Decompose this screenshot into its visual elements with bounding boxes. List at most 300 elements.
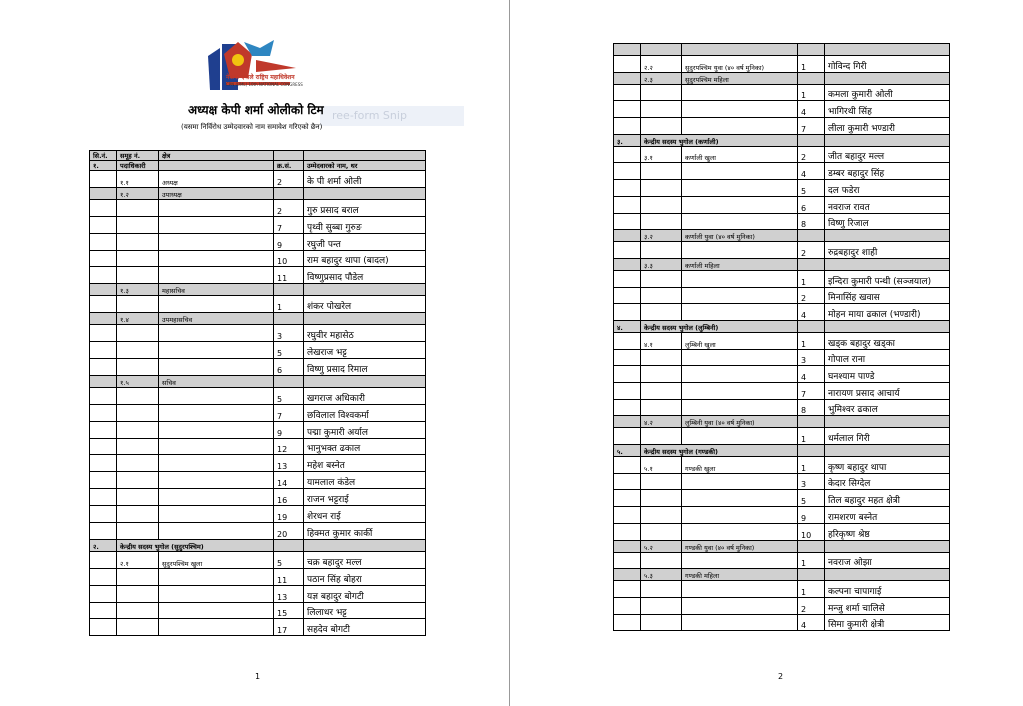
area-cell	[682, 490, 798, 507]
rank-cell: 1	[798, 56, 825, 73]
area-cell	[682, 196, 798, 213]
table-row	[614, 507, 950, 524]
candidate-name-cell	[825, 72, 950, 84]
group-number-cell	[641, 552, 682, 569]
table-row	[614, 304, 950, 321]
serial-cell	[614, 180, 641, 197]
candidate-name-cell	[304, 375, 426, 387]
area-cell	[682, 180, 798, 197]
group-number-cell: ५.३	[641, 569, 682, 581]
group-number-cell	[641, 213, 682, 230]
rank-cell	[274, 187, 304, 199]
serial-cell	[90, 313, 117, 325]
serial-cell	[614, 258, 641, 270]
group-row	[614, 44, 950, 56]
area-cell: सचिव	[159, 375, 274, 387]
candidate-name-cell: पृथ्वी सुब्बा गुरुङ	[304, 216, 426, 233]
group-number-cell	[641, 180, 682, 197]
rank-cell: 5	[798, 180, 825, 197]
serial-cell	[90, 250, 117, 267]
rank-cell	[274, 375, 304, 387]
candidate-name-cell: सिमा कुमारी क्षेत्री	[825, 614, 950, 631]
group-number-cell	[117, 489, 159, 506]
group-number-cell	[117, 619, 159, 636]
rank-cell	[798, 230, 825, 242]
header-cell: १.	[90, 161, 117, 171]
group-number-cell	[117, 523, 159, 540]
serial-cell	[614, 540, 641, 552]
group-number-cell: २.२	[641, 56, 682, 73]
rank-cell	[798, 540, 825, 552]
rank-cell: 19	[274, 506, 304, 523]
group-number-cell	[117, 585, 159, 602]
rank-cell: 3	[798, 349, 825, 366]
serial-cell	[614, 56, 641, 73]
serial-cell	[614, 196, 641, 213]
table-row	[90, 619, 426, 636]
table-row	[90, 171, 426, 188]
header-cell: समूह नं.	[117, 151, 159, 161]
rank-cell: 3	[798, 473, 825, 490]
rank-cell: 2	[798, 146, 825, 163]
group-row	[614, 569, 950, 581]
section-row	[614, 445, 950, 457]
table-row	[614, 242, 950, 259]
area-cell: महासचिव	[159, 284, 274, 296]
rank-cell: 2	[798, 287, 825, 304]
candidate-name-cell: शंकर पोखरेल	[304, 296, 426, 313]
group-number-cell	[117, 506, 159, 523]
rank-cell: 15	[274, 602, 304, 619]
table-row	[614, 84, 950, 101]
candidate-name-cell: छविलाल विश्वकर्मा	[304, 404, 426, 421]
candidate-name-cell: भुमिश्वर ढकाल	[825, 399, 950, 416]
group-number-cell	[641, 399, 682, 416]
candidate-name-cell: भागिरथी सिंह	[825, 101, 950, 118]
candidate-name-cell: गोपाल राना	[825, 349, 950, 366]
logo-caption: नेकपा एमाले राष्ट्रिय महाधिवेशन	[226, 74, 295, 81]
candidate-name-cell: कृष्ण बहादुर थापा	[825, 457, 950, 474]
header-cell: क्षेत्र	[159, 151, 274, 161]
group-number-cell	[641, 383, 682, 400]
candidate-name-cell	[825, 320, 950, 332]
group-row	[614, 230, 950, 242]
serial-cell	[90, 387, 117, 404]
rank-cell	[798, 72, 825, 84]
table-row	[614, 56, 950, 73]
rank-cell: 1	[798, 457, 825, 474]
group-number-cell	[641, 163, 682, 180]
serial-cell	[614, 304, 641, 321]
rank-cell: 4	[798, 366, 825, 383]
serial-cell	[614, 242, 641, 259]
candidate-name-cell: मन्जु शर्मा चालिसे	[825, 597, 950, 614]
table-row	[90, 472, 426, 489]
area-cell	[159, 404, 274, 421]
group-number-cell	[641, 349, 682, 366]
area-cell	[159, 342, 274, 359]
table-row	[90, 455, 426, 472]
candidate-name-cell: कमला कुमारी ओली	[825, 84, 950, 101]
serial-cell	[90, 342, 117, 359]
rank-cell: 13	[274, 585, 304, 602]
group-number-cell	[117, 404, 159, 421]
group-number-cell: २.१	[117, 551, 159, 568]
header-cell: पदाधिकारी	[117, 161, 159, 171]
area-cell: उपाध्यक्ष	[159, 187, 274, 199]
table-row	[90, 421, 426, 438]
area-cell: उपमहासचिव	[159, 313, 274, 325]
candidate-name-cell: पठान सिंह बोहरा	[304, 568, 426, 585]
table-row	[614, 490, 950, 507]
header-cell	[159, 161, 274, 171]
rank-cell: 17	[274, 619, 304, 636]
area-cell	[159, 523, 274, 540]
rank-cell: 7	[798, 383, 825, 400]
table-row	[614, 473, 950, 490]
group-number-cell: ३.२	[641, 230, 682, 242]
serial-cell	[614, 230, 641, 242]
rank-cell: 6	[798, 196, 825, 213]
candidate-name-cell: नवराज ओझा	[825, 552, 950, 569]
table-row	[90, 489, 426, 506]
group-row	[90, 375, 426, 387]
serial-cell	[90, 472, 117, 489]
group-number-cell	[641, 428, 682, 445]
group-number-cell	[117, 602, 159, 619]
table-row	[614, 597, 950, 614]
candidate-name-cell	[825, 540, 950, 552]
table-row	[90, 387, 426, 404]
serial-cell	[614, 457, 641, 474]
table-row	[90, 199, 426, 216]
table-row	[90, 404, 426, 421]
group-number-cell	[641, 581, 682, 598]
table-row	[90, 523, 426, 540]
serial-cell	[614, 101, 641, 118]
table-row	[614, 213, 950, 230]
table-row	[614, 196, 950, 213]
candidate-name-cell: घनश्याम पाण्डे	[825, 366, 950, 383]
table-row	[614, 332, 950, 349]
group-number-cell	[117, 387, 159, 404]
rank-cell: 11	[274, 568, 304, 585]
area-cell: सुदुरपश्चिम युवा (४० वर्ष मुनिका)	[682, 56, 798, 73]
rank-cell	[798, 416, 825, 428]
rank-cell: 9	[274, 421, 304, 438]
table-row	[614, 349, 950, 366]
area-cell	[682, 581, 798, 598]
serial-cell	[614, 287, 641, 304]
rank-cell: 7	[274, 404, 304, 421]
serial-cell	[614, 490, 641, 507]
table-row	[614, 101, 950, 118]
candidate-name-cell: कल्पना चापागाई	[825, 581, 950, 598]
serial-cell	[90, 267, 117, 284]
rank-cell: 5	[798, 490, 825, 507]
serial-cell	[614, 146, 641, 163]
serial-cell	[90, 325, 117, 342]
group-row	[90, 313, 426, 325]
serial-cell	[90, 375, 117, 387]
area-cell	[159, 199, 274, 216]
rank-cell: 1	[798, 332, 825, 349]
area-cell	[159, 602, 274, 619]
candidate-name-cell: गोविन्द गिरी	[825, 56, 950, 73]
rank-cell	[798, 134, 825, 146]
table-row	[614, 457, 950, 474]
group-number-cell: १.४	[117, 313, 159, 325]
group-number-cell: १.३	[117, 284, 159, 296]
rank-cell: 9	[798, 507, 825, 524]
area-cell	[159, 472, 274, 489]
table-row	[90, 506, 426, 523]
serial-cell	[614, 213, 641, 230]
congress-logo	[200, 38, 316, 96]
rank-cell	[798, 569, 825, 581]
serial-cell	[614, 523, 641, 540]
area-cell: कर्णाली महिला	[682, 258, 798, 270]
group-number-cell	[117, 267, 159, 284]
group-number-cell: केन्द्रीय सदस्य भुगोल (कर्णाली)	[641, 134, 798, 146]
serial-cell	[614, 118, 641, 135]
group-row	[614, 258, 950, 270]
group-number-cell	[117, 455, 159, 472]
group-number-cell	[641, 614, 682, 631]
serial-cell	[90, 438, 117, 455]
group-number-cell	[117, 359, 159, 376]
candidate-name-cell: महेश बस्नेत	[304, 455, 426, 472]
serial-cell: २.	[90, 539, 117, 551]
rank-cell: 1	[798, 428, 825, 445]
serial-cell	[90, 233, 117, 250]
page-number: 2	[778, 672, 784, 681]
group-number-cell: १.१	[117, 171, 159, 188]
candidate-name-cell: रघुजी पन्त	[304, 233, 426, 250]
candidate-name-cell: केदार सिग्देल	[825, 473, 950, 490]
serial-cell	[90, 506, 117, 523]
serial-cell	[614, 163, 641, 180]
candidate-name-cell	[825, 134, 950, 146]
table-row	[90, 325, 426, 342]
group-row	[614, 416, 950, 428]
candidate-name-cell: गुरु प्रसाद बराल	[304, 199, 426, 216]
candidate-name-cell: धर्मलाल गिरी	[825, 428, 950, 445]
serial-cell	[90, 489, 117, 506]
group-number-cell	[117, 199, 159, 216]
group-number-cell	[117, 296, 159, 313]
serial-cell	[90, 284, 117, 296]
table-row	[614, 523, 950, 540]
group-number-cell	[117, 472, 159, 489]
rank-cell: 10	[798, 523, 825, 540]
serial-cell	[614, 44, 641, 56]
rank-cell: 20	[274, 523, 304, 540]
area-cell	[682, 213, 798, 230]
table-row	[614, 428, 950, 445]
candidate-name-cell: मिनासिंह खवास	[825, 287, 950, 304]
area-cell	[682, 287, 798, 304]
rank-cell: 16	[274, 489, 304, 506]
rank-cell	[274, 284, 304, 296]
table-row	[90, 551, 426, 568]
table-row	[614, 146, 950, 163]
area-cell	[159, 250, 274, 267]
rank-cell	[274, 313, 304, 325]
serial-cell	[90, 171, 117, 188]
serial-cell	[90, 404, 117, 421]
group-number-cell: केन्द्रीय सदस्य भुगोल (लुम्बिनी)	[641, 320, 798, 332]
candidate-name-cell: खड्क बहादुर खड्का	[825, 332, 950, 349]
serial-cell	[90, 296, 117, 313]
table-row	[90, 359, 426, 376]
area-cell: अध्यक्ष	[159, 171, 274, 188]
rank-cell	[798, 258, 825, 270]
serial-cell: ४.	[614, 320, 641, 332]
candidate-name-cell: इन्दिरा कुमारी पन्थी (सञ्जयाल)	[825, 270, 950, 287]
candidate-name-cell: रघुवीर महासेठ	[304, 325, 426, 342]
rank-cell: 1	[798, 270, 825, 287]
rank-cell: 4	[798, 163, 825, 180]
group-number-cell	[641, 597, 682, 614]
rank-cell: 2	[798, 242, 825, 259]
area-cell	[159, 216, 274, 233]
candidate-name-cell: मोहन माया ढकाल (भण्डारी)	[825, 304, 950, 321]
rank-cell: 5	[274, 551, 304, 568]
group-number-cell: केन्द्रीय सदस्य भुगोल (सुदुरपश्चिम)	[117, 539, 274, 551]
group-number-cell: ४.१	[641, 332, 682, 349]
area-cell	[159, 506, 274, 523]
group-number-cell	[117, 342, 159, 359]
rank-cell: 1	[798, 552, 825, 569]
candidate-name-cell: विष्णुप्रसाद पौडेल	[304, 267, 426, 284]
candidate-name-cell	[825, 445, 950, 457]
table-row	[614, 581, 950, 598]
area-cell	[159, 438, 274, 455]
candidate-name-cell: हिक्मत कुमार कार्की	[304, 523, 426, 540]
area-cell	[159, 387, 274, 404]
candidate-name-cell	[825, 416, 950, 428]
serial-cell	[614, 349, 641, 366]
serial-cell	[90, 359, 117, 376]
rank-cell: 7	[274, 216, 304, 233]
serial-cell	[90, 619, 117, 636]
candidate-name-cell: लेखराज भट्ट	[304, 342, 426, 359]
area-cell	[159, 568, 274, 585]
serial-cell	[90, 585, 117, 602]
serial-cell	[614, 416, 641, 428]
area-cell	[159, 585, 274, 602]
area-cell	[682, 270, 798, 287]
candidate-name-cell: हरिकृष्ण श्रेष्ठ	[825, 523, 950, 540]
rank-cell: 12	[274, 438, 304, 455]
header-cell: सि.नं.	[90, 151, 117, 161]
area-cell	[159, 489, 274, 506]
table-row	[90, 602, 426, 619]
table-body-page-1	[90, 151, 426, 636]
group-number-cell	[117, 568, 159, 585]
serial-cell	[614, 399, 641, 416]
area-cell: सुदुरपश्चिम महिला	[682, 72, 798, 84]
table-row	[614, 287, 950, 304]
serial-cell	[614, 597, 641, 614]
candidate-name-cell	[825, 569, 950, 581]
table-row	[614, 118, 950, 135]
rank-cell: 2	[274, 171, 304, 188]
table-row	[90, 342, 426, 359]
serial-cell	[90, 523, 117, 540]
group-number-cell	[641, 523, 682, 540]
area-cell	[682, 523, 798, 540]
group-number-cell	[117, 216, 159, 233]
candidate-name-cell: डम्बर बहादुर सिंह	[825, 163, 950, 180]
table-row	[614, 163, 950, 180]
table-header-row	[90, 161, 426, 171]
area-cell	[159, 455, 274, 472]
rank-cell: 8	[798, 213, 825, 230]
serial-cell	[614, 84, 641, 101]
serial-cell	[90, 421, 117, 438]
rank-cell: 2	[798, 597, 825, 614]
table-header-row	[90, 151, 426, 161]
candidate-name-cell: सहदेव बोगटी	[304, 619, 426, 636]
candidate-name-cell: लीला कुमारी भण्डारी	[825, 118, 950, 135]
serial-cell: ५.	[614, 445, 641, 457]
group-number-cell	[117, 421, 159, 438]
candidate-name-cell: पद्मा कुमारी अर्याल	[304, 421, 426, 438]
candidate-name-cell	[825, 230, 950, 242]
rank-cell: 3	[274, 325, 304, 342]
group-number-cell	[641, 101, 682, 118]
document-page-2	[510, 0, 1023, 706]
free-form-snip-overlay: ree-form Snip	[320, 106, 464, 126]
serial-cell	[90, 455, 117, 472]
area-cell	[159, 296, 274, 313]
serial-cell	[90, 199, 117, 216]
header-cell: क्र.सं.	[274, 161, 304, 171]
rank-cell: 4	[798, 304, 825, 321]
area-cell	[682, 84, 798, 101]
document-page-1	[0, 0, 509, 706]
candidate-name-cell: राम बहादुर थापा (बादल)	[304, 250, 426, 267]
group-number-cell	[641, 84, 682, 101]
area-cell	[159, 421, 274, 438]
candidate-name-cell: लिलाधर भट्ट	[304, 602, 426, 619]
rank-cell: 8	[798, 399, 825, 416]
table-row	[90, 267, 426, 284]
rank-cell: 1	[798, 581, 825, 598]
group-number-cell: १.२	[117, 187, 159, 199]
serial-cell	[90, 187, 117, 199]
serial-cell	[90, 551, 117, 568]
serial-cell	[614, 569, 641, 581]
group-number-cell	[641, 118, 682, 135]
table-row	[90, 585, 426, 602]
candidate-name-cell: रुद्रबहादुर शाही	[825, 242, 950, 259]
candidate-name-cell: तिल बहादुर महत क्षेत्री	[825, 490, 950, 507]
rank-cell: 9	[274, 233, 304, 250]
group-number-cell	[641, 196, 682, 213]
group-number-cell	[641, 270, 682, 287]
area-cell: गण्डकी युवा (४० वर्ष मुनिका)	[682, 540, 798, 552]
header-cell	[274, 151, 304, 161]
serial-cell	[614, 428, 641, 445]
section-row	[614, 320, 950, 332]
rank-cell: 2	[274, 199, 304, 216]
table-row	[90, 296, 426, 313]
serial-cell	[614, 332, 641, 349]
area-cell	[682, 44, 798, 56]
